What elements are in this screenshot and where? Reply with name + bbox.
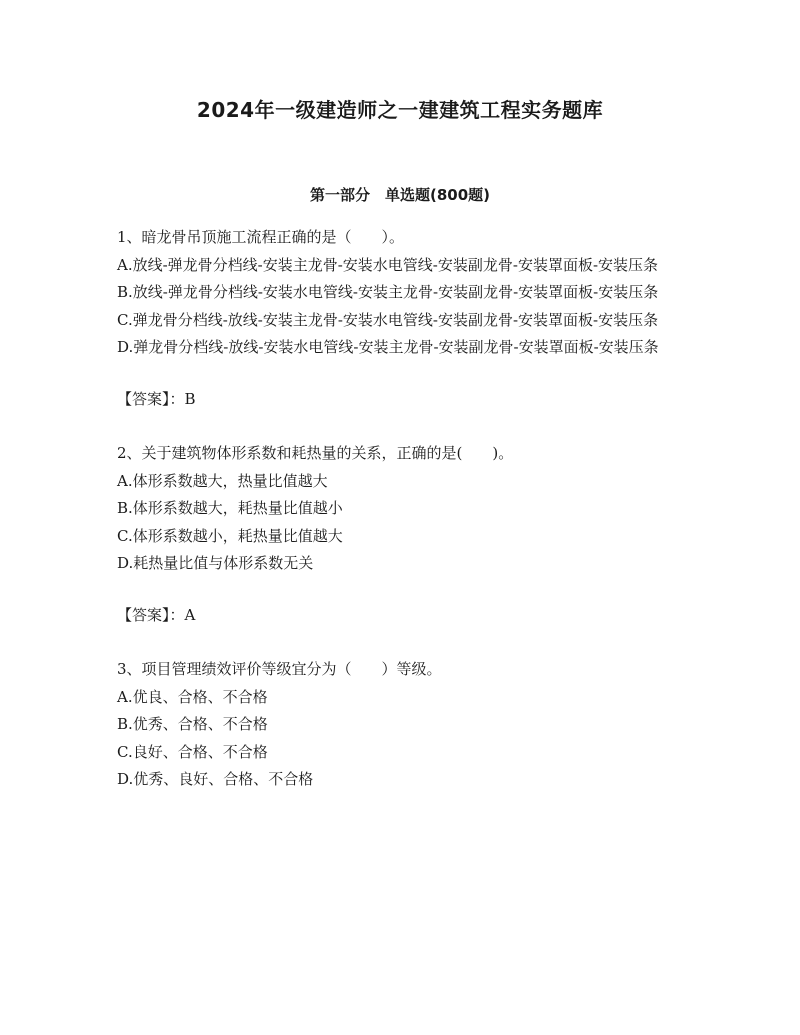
section-title: 第一部分 单选题(800题): [309, 186, 491, 204]
answer-label: 【答案】：B: [117, 389, 196, 408]
question-stem: 3、项目管理绩效评价等级宜分为（ ）等级。: [117, 660, 442, 678]
option-d: D.弹龙骨分档线-放线-安装水电管线-安装主龙骨-安装副龙骨-安装罩面板-安装压条: [117, 338, 659, 356]
option-b: B.优秀、合格、不合格: [117, 715, 268, 733]
option-b: B.放线-弹龙骨分档线-安装水电管线-安装主龙骨-安装副龙骨-安装罩面板-安装压条: [117, 283, 659, 301]
option-a: A.放线-弹龙骨分档线-安装主龙骨-安装水电管线-安装副龙骨-安装罩面板-安装压条: [117, 255, 659, 274]
option-d: D.优秀、良好、合格、不合格: [117, 770, 314, 788]
question-3: [117, 656, 687, 794]
option-c: C.良好、合格、不合格: [117, 742, 268, 761]
question-2: [117, 440, 687, 629]
question-stem: 2、关于建筑物体形系数和耗热量的关系，正确的是( )。: [117, 444, 514, 462]
option-a: A.优良、合格、不合格: [117, 687, 268, 706]
question-stem: 1、暗龙骨吊顶施工流程正确的是（ ）。: [117, 228, 405, 246]
document-title: 2024年一级建造师之一建建筑工程实务题库: [196, 98, 604, 122]
question-1: [117, 224, 687, 413]
option-a: A.体形系数越大，热量比值越大: [117, 471, 328, 490]
answer-label: 【答案】：A: [117, 605, 196, 624]
option-c: C.弹龙骨分档线-放线-安装主龙骨-安装水电管线-安装副龙骨-安装罩面板-安装压条: [117, 310, 659, 329]
option-c: C.体形系数越小，耗热量比值越大: [117, 526, 343, 545]
option-d: D.耗热量比值与体形系数无关: [117, 554, 314, 572]
option-b: B.体形系数越大，耗热量比值越小: [117, 499, 343, 517]
question-list: [117, 224, 687, 794]
